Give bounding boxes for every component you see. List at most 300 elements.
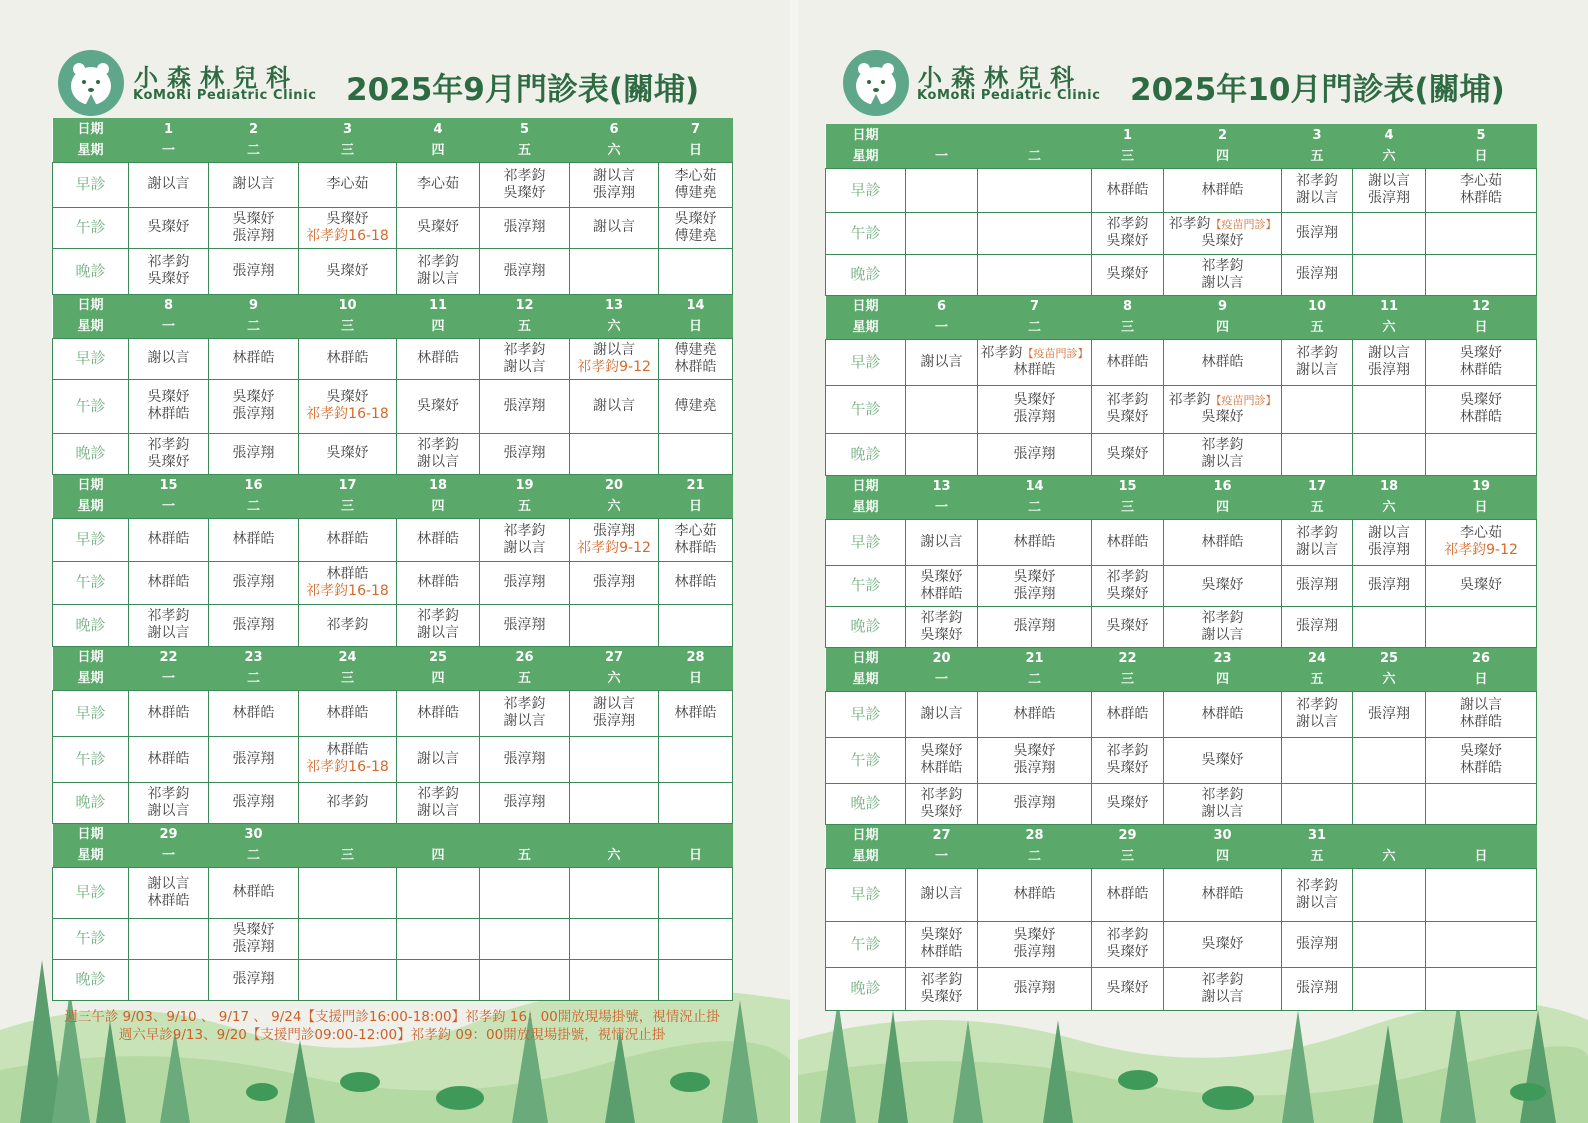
doctor-name: 林群皓 (1106, 886, 1149, 902)
session-label-text: 午診 (850, 399, 881, 418)
doctor-name: 林群皓 (147, 704, 190, 721)
date-number: 5 (519, 121, 530, 137)
doctor-name: 謝以言 (1201, 803, 1244, 820)
session-label (826, 691, 906, 737)
doctor-cell (659, 782, 733, 823)
doctor-name: 祁孝鈞 (1296, 525, 1338, 541)
doctor-cell (1164, 385, 1282, 433)
doctor-name: 祁孝鈞【疫苗門診】 (1168, 216, 1277, 232)
doctor-cell (299, 248, 397, 294)
weekday-name: 日 (1474, 500, 1488, 516)
date-number: 22 (1118, 650, 1137, 666)
doctor-cell (1426, 921, 1537, 967)
doctor-cell (570, 433, 659, 474)
date-cell (659, 294, 733, 316)
doctor-cell (129, 604, 209, 646)
doctor-name: 吳璨妤 (920, 988, 963, 1005)
doctor-name: 謝以言 (920, 353, 963, 370)
weekday-label (53, 496, 129, 518)
doctor-cell (1426, 168, 1537, 212)
weekday-name: 四 (1215, 149, 1229, 165)
doctor-cell (659, 918, 733, 959)
doctor-cell (209, 690, 299, 736)
doctor-name: 祁孝鈞 (417, 608, 459, 624)
session-row (826, 967, 1537, 1010)
weekday-cell (1426, 146, 1537, 168)
doctor-name: 張淳翔 (232, 406, 275, 422)
weekday-name: 五 (1310, 672, 1324, 688)
doctor-name: 張淳翔 (232, 574, 275, 590)
doctor-name: 吳璨妤 (1106, 760, 1149, 776)
doctor-name: 張淳翔 (1368, 362, 1410, 378)
doctor-name: 林群皓 (417, 350, 459, 366)
session-row (826, 737, 1537, 783)
date-cell (978, 124, 1092, 146)
weekday-cell (1164, 146, 1282, 168)
weekday-cell (906, 317, 978, 339)
weekday-name: 六 (607, 499, 621, 515)
session-label (53, 782, 129, 823)
doctor-cell (209, 379, 299, 433)
weekday-header-row (826, 317, 1537, 339)
doctor-name: 祁孝鈞 (147, 608, 190, 624)
doctor-cell (1092, 385, 1164, 433)
weekday-name: 五 (517, 319, 531, 335)
doctor-cell (1353, 921, 1426, 967)
doctor-name: 吳璨妤 (920, 927, 963, 943)
date-cell (1164, 295, 1282, 317)
session-row (826, 519, 1537, 565)
doctor-cell (480, 604, 570, 646)
doctor-name: 吳璨妤 (1460, 392, 1502, 408)
doctor-name: 祁孝鈞9-12 (1444, 542, 1518, 558)
doctor-cell (1164, 606, 1282, 647)
date-cell (299, 823, 397, 845)
date-label-text: 日期 (77, 121, 104, 137)
weekday-name: 一 (934, 149, 948, 165)
doctor-name: 吳璨妤 (1013, 568, 1056, 585)
date-number: 4 (1384, 127, 1394, 143)
doctor-name: 祁孝鈞 (1106, 568, 1149, 585)
doctor-cell (1353, 385, 1426, 433)
date-cell (299, 646, 397, 668)
doctor-cell (129, 207, 209, 248)
doctor-name: 林群皓 (1201, 705, 1244, 722)
weekday-cell (1164, 669, 1282, 691)
weekday-label-text: 星期 (77, 319, 104, 335)
date-number: 15 (1118, 478, 1137, 494)
session-label (826, 565, 906, 606)
date-number: 7 (1029, 298, 1040, 314)
doctor-cell (1092, 691, 1164, 737)
weekday-cell (1426, 497, 1537, 519)
session-row (53, 736, 733, 782)
bear-logo-icon (58, 50, 124, 116)
date-cell (1353, 124, 1426, 146)
doctor-cell (397, 338, 480, 379)
date-cell (397, 646, 480, 668)
weekday-name: 五 (517, 848, 531, 864)
weekday-name: 一 (161, 499, 175, 515)
doctor-cell (1426, 433, 1537, 475)
weekday-label-text: 星期 (852, 672, 879, 688)
session-row (826, 385, 1537, 433)
doctor-cell (978, 868, 1092, 921)
doctor-cell (299, 604, 397, 646)
date-number: 13 (932, 478, 951, 494)
doctor-cell (1092, 254, 1164, 295)
session-label-text: 晚診 (75, 793, 106, 811)
doctor-cell (978, 385, 1092, 433)
doctor-cell (299, 959, 397, 1000)
session-label (826, 737, 906, 783)
date-label-text: 日期 (852, 478, 879, 494)
doctor-cell (209, 518, 299, 561)
session-label-text: 早診 (75, 530, 106, 548)
doctor-name: 吳璨妤 (920, 803, 963, 820)
session-row (826, 921, 1537, 967)
date-number: 9 (248, 297, 259, 313)
doctor-cell (1282, 254, 1353, 295)
weekday-cell (129, 845, 209, 867)
session-label (53, 433, 129, 474)
doctor-cell (1164, 565, 1282, 606)
weekday-name: 三 (340, 848, 354, 864)
doctor-name: 張淳翔 (232, 262, 275, 279)
doctor-cell (129, 959, 209, 1000)
doctor-cell (659, 604, 733, 646)
doctor-name: 吳璨妤 (920, 743, 963, 759)
doctor-cell (1092, 339, 1164, 385)
doctor-cell (659, 736, 733, 782)
doctor-cell (570, 338, 659, 379)
doctor-cell (1164, 254, 1282, 295)
weekday-name: 三 (1120, 500, 1134, 516)
date-label-text: 日期 (852, 827, 879, 843)
weekday-name: 五 (517, 499, 531, 515)
session-label (826, 168, 906, 212)
weekday-cell (397, 140, 480, 162)
doctor-cell (906, 737, 978, 783)
session-label (53, 918, 129, 959)
date-cell (1164, 124, 1282, 146)
session-label (53, 379, 129, 433)
weekday-cell (659, 316, 733, 338)
date-cell (1092, 295, 1164, 317)
weekday-cell (1282, 497, 1353, 519)
session-label (826, 783, 906, 824)
doctor-cell (129, 736, 209, 782)
doctor-name: 吳璨妤 (920, 626, 963, 643)
weekday-header-row (53, 140, 733, 162)
date-number: 12 (515, 297, 534, 313)
weekday-name: 四 (1215, 500, 1229, 516)
doctor-name: 張淳翔 (503, 794, 546, 810)
weekday-header-row (826, 846, 1537, 868)
doctor-name: 謝以言 (417, 271, 459, 287)
date-cell (906, 295, 978, 317)
doctor-name: 謝以言 (1201, 988, 1244, 1005)
weekday-name: 六 (1382, 672, 1396, 688)
doctor-cell (906, 606, 978, 647)
doctor-cell (129, 782, 209, 823)
doctor-name: 林群皓 (920, 760, 963, 776)
weekday-cell (397, 668, 480, 690)
doctor-name: 吳璨妤 (1460, 345, 1502, 361)
doctor-cell (978, 168, 1092, 212)
doctor-cell (1282, 519, 1353, 565)
weekday-name: 四 (431, 499, 445, 515)
session-row (53, 518, 733, 561)
weekday-cell (480, 496, 570, 518)
doctor-name: 林群皓 (1201, 886, 1244, 902)
doctor-name: 祁孝鈞 (1201, 609, 1244, 626)
weekday-cell (1164, 846, 1282, 868)
date-number: 14 (686, 297, 705, 313)
doctor-name: 吳璨妤 (147, 453, 190, 470)
doctor-cell (906, 565, 978, 606)
weekday-label (826, 146, 906, 168)
weekday-name: 二 (246, 143, 260, 159)
session-label-text: 晚診 (850, 617, 881, 635)
date-cell (299, 294, 397, 316)
doctor-cell (397, 207, 480, 248)
weekday-label-text: 星期 (77, 671, 104, 687)
weekday-cell (978, 846, 1092, 868)
doctor-name: 吳璨妤 (1013, 743, 1056, 759)
doctor-name: 謝以言 (503, 539, 546, 556)
doctor-name: 祁孝鈞 (920, 971, 963, 988)
session-label (53, 959, 129, 1000)
date-label (826, 295, 906, 317)
date-cell (129, 823, 209, 845)
weekday-cell (570, 496, 659, 518)
date-number: 19 (515, 477, 534, 493)
session-row (53, 162, 733, 207)
doctor-name: 謝以言 (1296, 714, 1338, 730)
doctor-cell (129, 918, 209, 959)
doctor-cell (570, 867, 659, 918)
weekday-cell (570, 316, 659, 338)
doctor-cell (480, 248, 570, 294)
doctor-name: 林群皓 (417, 531, 459, 547)
doctor-name: 祁孝鈞 (147, 436, 190, 453)
doctor-cell (397, 433, 480, 474)
date-number: 11 (1379, 298, 1399, 314)
weekday-name: 三 (1120, 149, 1134, 165)
weekday-cell (978, 669, 1092, 691)
doctor-name: 林群皓 (920, 944, 963, 960)
date-header-row (53, 118, 733, 140)
doctor-cell (480, 433, 570, 474)
doctor-name: 吳璨妤 (1013, 392, 1056, 408)
date-cell (129, 646, 209, 668)
doctor-cell (978, 606, 1092, 647)
weekday-label (53, 316, 129, 338)
doctor-name: 祁孝鈞9-12 (577, 358, 651, 375)
weekday-header-row (826, 146, 1537, 168)
date-header-row (53, 474, 733, 496)
doctor-cell (1426, 212, 1537, 254)
doctor-name: 吳璨妤 (417, 397, 459, 414)
session-row (826, 212, 1537, 254)
weekday-cell (1092, 317, 1164, 339)
doctor-name: 李心茹 (674, 522, 717, 539)
doctor-name: 吳璨妤 (326, 262, 369, 279)
doctor-cell (570, 736, 659, 782)
doctor-cell (659, 207, 733, 248)
weekday-name: 四 (1215, 849, 1229, 865)
doctor-cell (397, 782, 480, 823)
date-cell (1282, 647, 1353, 669)
doctor-cell (299, 690, 397, 736)
doctor-cell (1426, 565, 1537, 606)
date-label (826, 124, 906, 146)
session-label (53, 867, 129, 918)
session-label-text: 午診 (75, 573, 106, 591)
doctor-cell (1164, 339, 1282, 385)
date-cell (659, 646, 733, 668)
doctor-name: 祁孝鈞 (1296, 697, 1338, 713)
doctor-name: 吳璨妤 (674, 210, 717, 227)
session-row (53, 338, 733, 379)
weekday-name: 五 (1310, 320, 1324, 336)
weekday-label (53, 668, 129, 690)
doctor-name: 張淳翔 (1296, 577, 1338, 593)
doctor-name: 謝以言 (147, 350, 190, 366)
doctor-name: 吳璨妤 (1106, 445, 1149, 462)
weekday-name: 五 (1310, 500, 1324, 516)
weekday-name: 四 (1215, 672, 1229, 688)
doctor-name: 李心茹 (1460, 525, 1502, 541)
doctor-cell (906, 783, 978, 824)
doctor-name: 林群皓 (1460, 409, 1502, 425)
doctor-cell (1282, 967, 1353, 1010)
doctor-name: 吳璨妤 (1106, 409, 1149, 425)
doctor-cell (1282, 168, 1353, 212)
doctor-cell (906, 168, 978, 212)
doctor-name: 李心茹 (674, 167, 717, 184)
weekday-name: 三 (1120, 849, 1134, 865)
session-label (826, 433, 906, 475)
date-number: 6 (609, 121, 619, 137)
doctor-cell (209, 162, 299, 207)
doctor-name: 祁孝鈞 (1296, 877, 1338, 894)
doctor-name: 謝以言 (593, 219, 635, 235)
weekday-name: 三 (340, 499, 354, 515)
doctor-name: 張淳翔 (503, 616, 546, 633)
weekday-cell (129, 140, 209, 162)
doctor-cell (129, 561, 209, 604)
doctor-cell (480, 782, 570, 823)
doctor-name: 祁孝鈞16-18 (306, 759, 389, 775)
doctor-cell (1426, 519, 1537, 565)
doctor-name: 林群皓 (1013, 886, 1056, 902)
doctor-name: 張淳翔 (1013, 980, 1056, 996)
doctor-cell (1353, 737, 1426, 783)
date-number: 20 (604, 477, 624, 493)
doctor-name: 林群皓 (326, 531, 369, 547)
session-row (826, 783, 1537, 824)
doctor-name: 張淳翔 (503, 445, 546, 461)
date-label (53, 474, 129, 496)
doctor-cell (299, 561, 397, 604)
weekday-cell (480, 845, 570, 867)
date-label-text: 日期 (77, 649, 104, 665)
date-number: 23 (244, 649, 263, 665)
doctor-cell (209, 918, 299, 959)
doctor-cell (659, 433, 733, 474)
weekday-label-text: 星期 (77, 499, 104, 515)
doctor-cell (1282, 737, 1353, 783)
doctor-name: 祁孝鈞9-12 (577, 539, 651, 556)
doctor-name: 林群皓 (1106, 181, 1149, 198)
doctor-cell (397, 162, 480, 207)
date-cell (906, 824, 978, 846)
doctor-cell (1426, 868, 1537, 921)
session-label-text: 晚診 (850, 444, 881, 463)
date-label-text: 日期 (77, 297, 104, 313)
doctor-name: 謝以言 (593, 341, 635, 358)
date-cell (1353, 647, 1426, 669)
date-cell (1164, 647, 1282, 669)
doctor-cell (570, 782, 659, 823)
doctor-cell (129, 867, 209, 918)
weekday-name: 六 (607, 671, 621, 687)
weekday-name: 六 (607, 848, 621, 864)
weekday-name: 二 (246, 848, 260, 864)
doctor-cell (1426, 691, 1537, 737)
doctor-name: 謝以言 (1296, 190, 1338, 206)
doctor-cell (1353, 606, 1426, 647)
date-cell (480, 118, 570, 140)
weekday-header-row (53, 496, 733, 518)
doctor-cell (1092, 565, 1164, 606)
doctor-name: 林群皓 (232, 531, 275, 547)
doctor-name: 謝以言 (147, 802, 190, 819)
doctor-name: 謝以言 (593, 397, 635, 414)
date-number: 29 (159, 826, 178, 842)
doctor-cell (906, 212, 978, 254)
doctor-cell (570, 207, 659, 248)
session-label-text: 晚診 (850, 979, 881, 997)
doctor-cell (209, 604, 299, 646)
doctor-name: 張淳翔 (1368, 190, 1410, 206)
session-label-text: 早診 (850, 885, 881, 903)
doctor-name: 謝以言 (1201, 274, 1244, 291)
doctor-cell (570, 959, 659, 1000)
date-number: 7 (690, 121, 701, 137)
doctor-cell (1353, 783, 1426, 824)
session-label-text: 午診 (850, 934, 881, 953)
date-cell (906, 475, 978, 497)
session-row (826, 339, 1537, 385)
doctor-name: 謝以言 (417, 453, 459, 470)
doctor-cell (480, 736, 570, 782)
doctor-name: 祁孝鈞 (1106, 927, 1149, 943)
doctor-cell (570, 561, 659, 604)
doctor-name: 林群皓 (326, 350, 369, 366)
session-label-text: 午診 (75, 749, 106, 768)
clinic-name-cn: 小森林兒科 (134, 64, 299, 92)
weekday-name: 五 (1310, 849, 1324, 865)
doctor-name: 吳璨妤 (232, 389, 275, 405)
weekday-cell (1353, 846, 1426, 868)
date-cell (397, 294, 480, 316)
weekday-name: 二 (1027, 500, 1041, 516)
doctor-cell (1282, 783, 1353, 824)
session-label (53, 248, 129, 294)
